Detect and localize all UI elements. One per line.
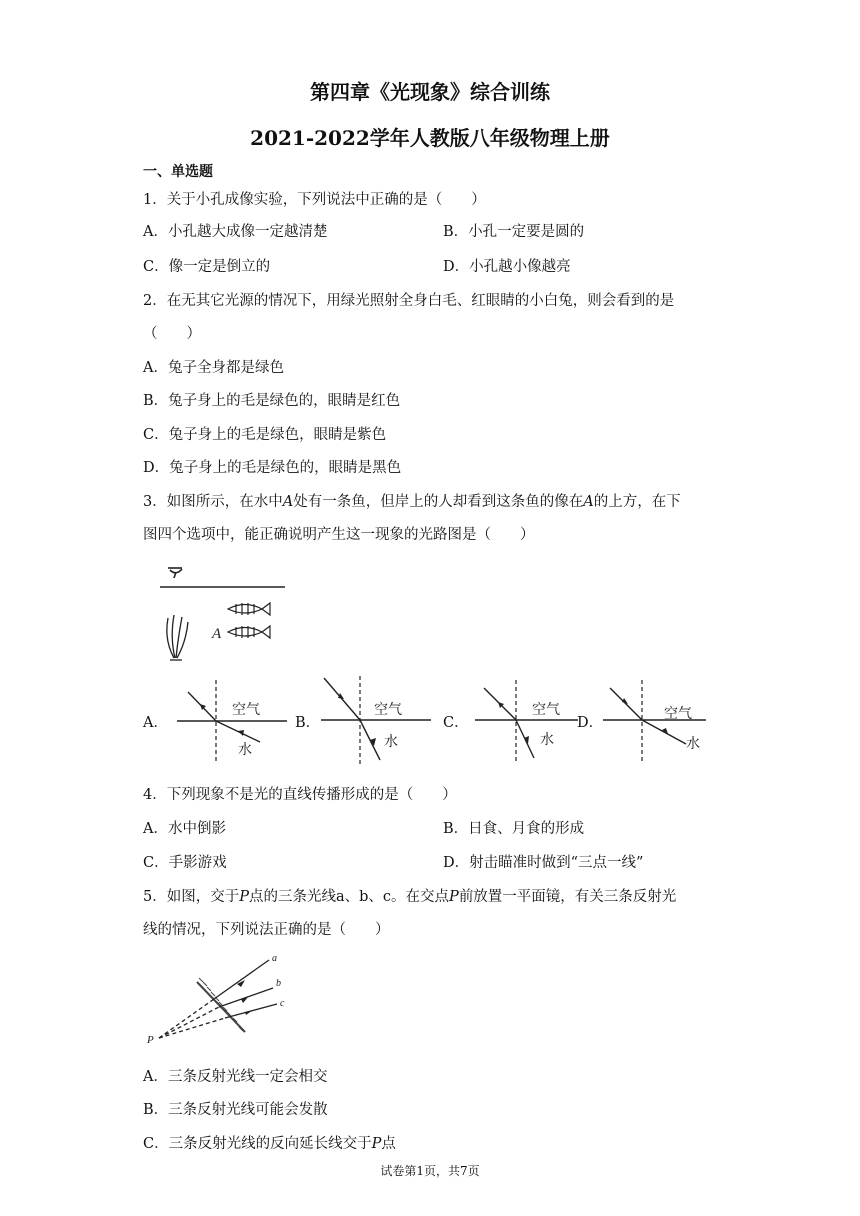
svg-text:空气: 空气 — [374, 702, 402, 718]
q2-stem-line2: （ ） — [143, 326, 201, 342]
svg-text:空气: 空气 — [664, 706, 692, 722]
svg-text:水: 水 — [686, 736, 700, 752]
q5-stem-line1: 5．如图，交于P点的三条光线a、b、c。在交点P前放置一平面镜，有关三条反射光 — [143, 889, 677, 905]
section-heading: 一、单选题 — [143, 164, 213, 180]
q3-option-a-diagram — [172, 678, 297, 764]
plane-mirror — [197, 978, 245, 1032]
svg-text:水: 水 — [540, 732, 554, 748]
q4-stem: 4．下列现象不是光的直线传播形成的是（ ） — [143, 787, 457, 803]
eye-icon — [168, 568, 182, 578]
fish-image-icon — [228, 603, 270, 615]
svg-text:水: 水 — [384, 734, 398, 750]
document-subtitle: 2021-2022学年人教版八年级物理上册 — [250, 126, 610, 150]
q1-stem: 1．关于小孔成像实验，下列说法中正确的是（ ） — [143, 192, 486, 208]
q4-option-d: D．射击瞄准时做到“三点一线” — [443, 855, 644, 871]
page-footer: 试卷第1页，共7页 — [380, 1164, 480, 1178]
q3-option-a-label: A． — [143, 715, 168, 731]
q2-option-d: D．兔子身上的毛是绿色的，眼睛是黑色 — [143, 460, 402, 476]
q4-option-a: A．水中倒影 — [143, 821, 226, 837]
q2-option-a: A．兔子全身都是绿色 — [143, 360, 284, 376]
ray-c-label: c — [280, 998, 285, 1009]
q5-mirror-figure — [145, 952, 295, 1047]
q3-option-c-label: C． — [443, 715, 469, 731]
q1-option-d: D．小孔越小像越亮 — [443, 259, 571, 275]
q3-stem-line2: 图四个选项中，能正确说明产生这一现象的光路图是（ ） — [143, 527, 535, 543]
q1-option-b: B．小孔一定要是圆的 — [443, 224, 585, 240]
q3-option-c-diagram — [470, 678, 585, 764]
fish-position-label: A — [212, 626, 222, 642]
q3-option-b-diagram — [316, 674, 441, 766]
svg-text:空气: 空气 — [532, 702, 560, 718]
ray-b-label: b — [276, 978, 281, 989]
water-plant-icon — [167, 615, 188, 660]
q3-scene-figure — [150, 560, 290, 665]
q5-stem-line2: 线的情况，下列说法正确的是（ ） — [143, 922, 390, 938]
fish-icon — [228, 626, 270, 638]
q2-stem-line1: 2．在无其它光源的情况下，用绿光照射全身白毛、红眼睛的小白兔，则会看到的是 — [143, 293, 675, 309]
q3-option-d-diagram — [598, 678, 710, 764]
q5-option-b: B．三条反射光线可能会发散 — [143, 1102, 328, 1118]
q1-option-c: C．像一定是倒立的 — [143, 259, 271, 275]
point-p-label: P — [147, 1034, 154, 1046]
q2-option-b: B．兔子身上的毛是绿色的，眼睛是红色 — [143, 393, 401, 409]
q4-option-c: C．手影游戏 — [143, 855, 227, 871]
q3-stem-line1: 3．如图所示，在水中A处有一条鱼，但岸上的人却看到这条鱼的像在A的上方，在下 — [143, 494, 681, 510]
ray-a-label: a — [272, 953, 277, 964]
svg-text:水: 水 — [238, 742, 252, 758]
q5-option-c: C．三条反射光线的反向延长线交于P点 — [143, 1136, 396, 1152]
q4-option-b: B．日食、月食的形成 — [443, 821, 585, 837]
q2-option-c: C．兔子身上的毛是绿色，眼睛是紫色 — [143, 427, 387, 443]
q1-option-a: A．小孔越大成像一定越清楚 — [143, 224, 328, 240]
q3-option-d-label: D． — [577, 715, 604, 731]
svg-text:空气: 空气 — [232, 702, 260, 718]
q3-option-b-label: B． — [295, 715, 321, 731]
document-title: 第四章《光现象》综合训练 — [310, 80, 550, 104]
q5-option-a: A．三条反射光线一定会相交 — [143, 1069, 328, 1085]
